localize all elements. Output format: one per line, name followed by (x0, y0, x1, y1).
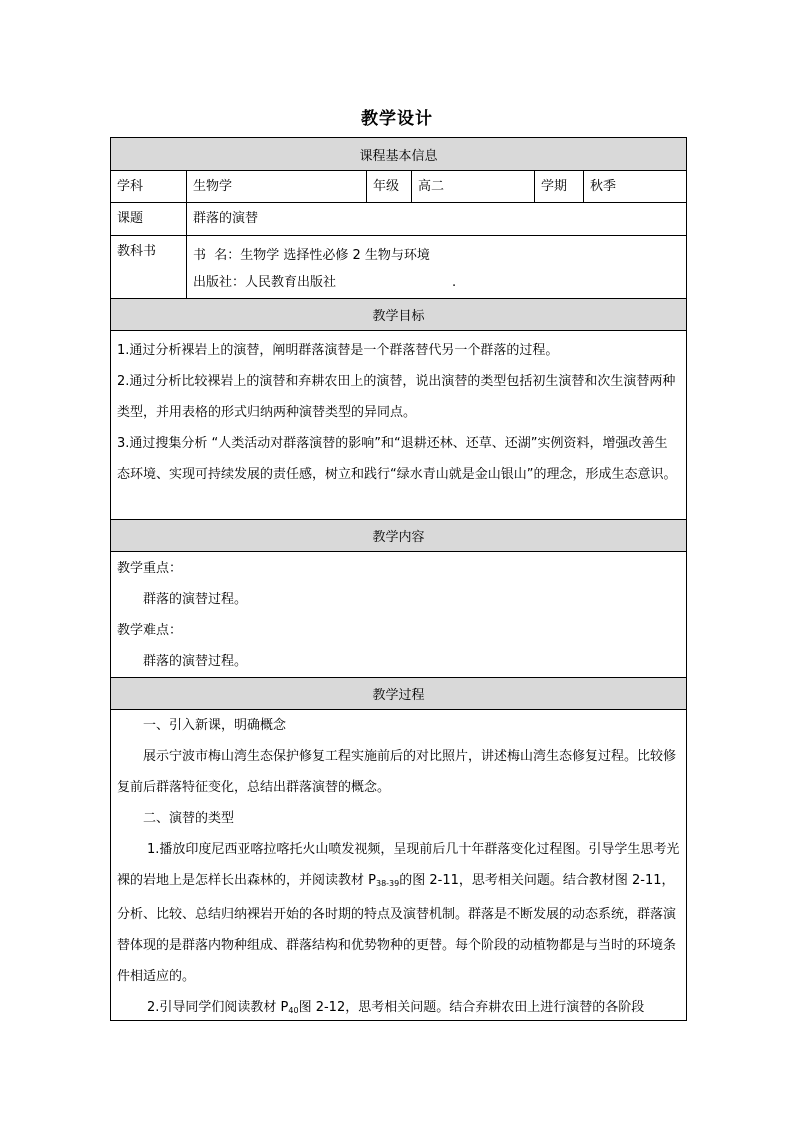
process-header (111, 678, 686, 710)
textbook-row (111, 236, 686, 299)
subject-value: 生物学 (187, 171, 367, 202)
key-point-label: 教学重点： (117, 561, 183, 576)
objective-item-1: 1.通过分析裸岩上的演替，阐明群落演替是一个群落替代另一个群落的过程。 (117, 343, 559, 358)
difficulty-value: 群落的演替过程。 (143, 654, 248, 669)
publisher: 出版社：人民教育出版社 (193, 275, 337, 290)
term-value: 秋季 (590, 179, 617, 194)
topic-value: 群落的演替 (193, 211, 259, 226)
subject-label: 学科 (111, 171, 187, 202)
section-1-text: 展示宁波市梅山湾生态保护修复工程实施前后的对比照片，讲述梅山湾生态修复过程。比较修复前后群落特征变化，总结出群落演替的概念。 (117, 749, 677, 795)
content-list (111, 552, 686, 677)
process-header-label: 教学过程 (372, 688, 425, 703)
topic-row (111, 203, 686, 236)
publisher-dot: . (452, 275, 457, 290)
process-paragraph-1: 1.播放印度尼西亚喀拉喀托火山喷发视频，呈现前后几十年群落变化过程图。引导学生思考光裸的岩地上是怎样长出森林的，并阅读教材 $P_{38-39}$的图 2-11，思考相关问题。结合教材图 2-11，分析、比较、总结归纳裸岩开始的各时期的特点及演替机制。群落是不断发展的动态系统，群落演替体现的是群落内物种组成、群落结构和优势物种的更替。每个阶段的动植物都是与当时的环境条件相适应的。 (117, 842, 680, 984)
objective-item-3: 3.通过搜集分析 “人类活动对群落演替的影响”和“退耕还林、还草、还湖”实例资料，增强改善生态环境、实现可持续发展的责任感，树立和践行“绿水青山就是金山银山”的理念，形成生态意识。 (117, 436, 677, 482)
document-title: 教学设计 (361, 109, 433, 129)
term-label: 学期 (535, 171, 584, 202)
subject-row (111, 171, 686, 203)
page-range-subscript: 38-39 (375, 879, 400, 888)
textbook-label: 教科书 (111, 236, 187, 298)
objectives-header-label: 教学目标 (372, 309, 425, 324)
process-paragraph-2: 2.引导同学们阅读教材 $P_{40}$图 2-12，思考相关问题。结合弃耕农田上进行演替的各阶段 (147, 1000, 645, 1015)
objectives-header (111, 299, 686, 331)
page-number-subscript: 40 (288, 1006, 299, 1015)
grade-label: 年级 (367, 171, 412, 202)
content-header (111, 520, 686, 552)
topic-label: 课题 (111, 203, 187, 235)
basic-info-header-label: 课程基本信息 (359, 148, 438, 164)
content-body (111, 552, 686, 678)
content-header-label: 教学内容 (372, 530, 425, 545)
difficulty-label: 教学难点： (117, 623, 183, 638)
objectives-body (111, 331, 686, 520)
book-name: 书 名：生物学 选择性必修 2 生物与环境 (193, 248, 430, 263)
objective-item-2: 2.通过分析比较裸岩上的演替和弃耕农田上的演替，说出演替的类型包括初生演替和次生演替两种类型，并用表格的形式归纳两种演替类型的异同点。 (117, 374, 676, 420)
section-1-title: 一、引入新课，明确概念 (143, 718, 287, 733)
publisher-line (193, 269, 680, 296)
lesson-plan-table (110, 137, 687, 1021)
section-2-title: 二、演替的类型 (143, 811, 235, 826)
process-body (111, 710, 686, 1021)
objectives-list (111, 331, 686, 519)
textbook-value (187, 236, 686, 298)
grade-value: 高二 (412, 171, 535, 202)
process-text (111, 710, 686, 1021)
key-point-value: 群落的演替过程。 (143, 592, 248, 607)
basic-info-header (111, 138, 686, 171)
